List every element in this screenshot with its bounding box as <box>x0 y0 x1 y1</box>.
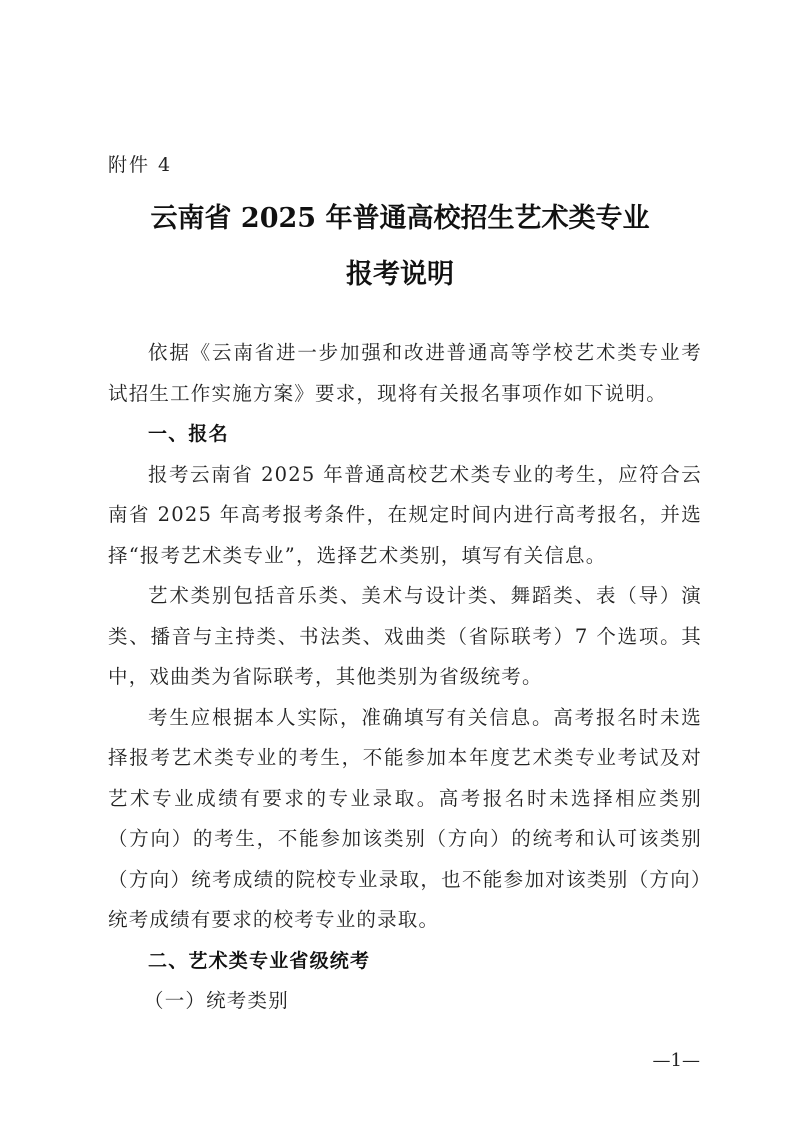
paragraph-registration-conditions: 报考云南省 2025 年普通高校艺术类专业的考生，应符合云南省 2025 年高考报考条件，在规定时间内进行高考报名，并选择“报考艺术类专业”，选择艺术类别，填写有关信息。 <box>108 462 702 567</box>
subsection-heading-exam-categories: （一）统考类别 <box>144 989 289 1012</box>
document-title-line-2: 报考说明 <box>346 259 454 290</box>
document-body <box>108 333 702 1022</box>
paragraph-registration-notes: 考生应根据本人实际，准确填写有关信息。高考报名时未选择报考艺术类专业的考生，不能参加本年度艺术类专业考试及对艺术专业成绩有要求的专业录取。高考报名时未选择相应类别（方向）的考生，不能参加该类别（方向）的统考和认可该类别（方向）统考成绩的院校专业录取，也不能参加对该类别（方向）统考成绩有要求的校考专业的录取。 <box>108 705 702 931</box>
page-number: —1— <box>652 1050 700 1071</box>
paragraph-art-categories: 艺术类别包括音乐类、美术与设计类、舞蹈类、表（导）演类、播音与主持类、书法类、戏曲类（省际联考）7 个选项。其中，戏曲类为省际联考，其他类别为省级统考。 <box>108 584 702 688</box>
section-heading-registration: 一、报名 <box>148 423 229 445</box>
document-title-line-1: 云南省 2025 年普通高校招生艺术类专业 <box>150 203 650 234</box>
section-heading-provincial-exam: 二、艺术类专业省级统考 <box>148 949 371 972</box>
attachment-label: 附件 4 <box>108 154 173 176</box>
intro-paragraph: 依据《云南省进一步加强和改进普通高等学校艺术类专业考试招生工作实施方案》要求，现将有关报名事项作如下说明。 <box>108 341 702 405</box>
